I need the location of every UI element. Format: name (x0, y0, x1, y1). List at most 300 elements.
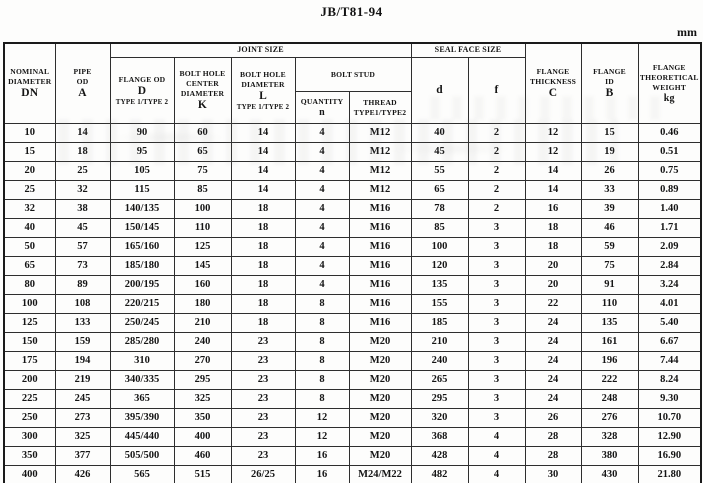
table-cell: 8 (295, 333, 349, 352)
header-text: FLANGE OD (118, 74, 166, 84)
table-cell: 3 (468, 333, 525, 352)
table-cell: 185 (411, 314, 468, 333)
table-cell: 38 (55, 200, 110, 219)
col-header-bolt-hole-center (174, 58, 231, 124)
table-cell: 18 (231, 257, 295, 276)
header-text: DIAMETER (241, 79, 285, 89)
table-cell: 2.09 (638, 238, 701, 257)
table-cell: M20 (349, 371, 411, 390)
table-cell: 135 (411, 276, 468, 295)
header-text: BOLT HOLE (179, 69, 226, 79)
table-cell: 12 (295, 409, 349, 428)
table-cell: 0.75 (638, 162, 701, 181)
table-cell: 15 (581, 124, 638, 143)
flange-dimensions-table (3, 42, 702, 483)
header-text: DIAMETER (180, 88, 225, 98)
table-cell: M20 (349, 390, 411, 409)
table-cell: 115 (110, 181, 174, 200)
table-cell: 460 (174, 447, 231, 466)
table-cell: 14 (55, 124, 110, 143)
header-symbol: K (197, 98, 208, 111)
page-title: JB/T81-94 (320, 4, 383, 19)
table-cell: 23 (231, 371, 295, 390)
table-cell: 26/25 (231, 466, 295, 483)
col-header-flange-od (110, 58, 174, 124)
table-cell: 4 (295, 219, 349, 238)
table-row (4, 257, 701, 276)
table-cell: 240 (411, 352, 468, 371)
table-cell: 105 (110, 162, 174, 181)
table-cell: 46 (581, 219, 638, 238)
table-cell: 110 (581, 295, 638, 314)
table-cell: M16 (349, 295, 411, 314)
table-cell: 16 (525, 200, 581, 219)
table-cell: 295 (411, 390, 468, 409)
header-symbol: f (494, 83, 499, 96)
table-cell: 3 (468, 276, 525, 295)
table-cell: 12 (295, 428, 349, 447)
table-cell: 4 (468, 428, 525, 447)
table-cell: 91 (581, 276, 638, 295)
table-cell: 108 (55, 295, 110, 314)
table-row (4, 409, 701, 428)
table-cell: M20 (349, 333, 411, 352)
header-text: QUANTITY (300, 96, 344, 106)
table-cell: 4 (295, 181, 349, 200)
group-header-bolt-stud: BOLT STUD (295, 58, 411, 92)
table-cell: 155 (411, 295, 468, 314)
header-symbol: L (259, 89, 267, 102)
table-row (4, 295, 701, 314)
table-row (4, 276, 701, 295)
table-cell: 100 (411, 238, 468, 257)
table-cell: 430 (581, 466, 638, 483)
table-cell: 12 (525, 143, 581, 162)
table-cell: 18 (231, 276, 295, 295)
table-row (4, 352, 701, 371)
header-symbol: D (137, 84, 147, 97)
table-cell: 200/195 (110, 276, 174, 295)
table-cell: 24 (525, 333, 581, 352)
table-cell: 40 (4, 219, 55, 238)
header-text: FLANGE (652, 62, 686, 72)
table-cell: 18 (525, 219, 581, 238)
header-text: PIPE (73, 67, 92, 77)
table-cell: 240 (174, 333, 231, 352)
header-text: DIAMETER (8, 76, 52, 86)
header-text: NOMINAL (10, 67, 50, 77)
table-cell: 1.40 (638, 200, 701, 219)
table-cell: 505/500 (110, 447, 174, 466)
table-cell: 1.71 (638, 219, 701, 238)
table-cell: 210 (411, 333, 468, 352)
table-cell: 248 (581, 390, 638, 409)
table-cell: 24 (525, 390, 581, 409)
table-cell: 20 (525, 276, 581, 295)
table-cell: 515 (174, 466, 231, 483)
table-cell: 325 (55, 428, 110, 447)
table-cell: 285/280 (110, 333, 174, 352)
table-cell: 3 (468, 314, 525, 333)
table-cell: 14 (525, 162, 581, 181)
table-cell: 3 (468, 409, 525, 428)
table-cell: 125 (174, 238, 231, 257)
header-symbol: A (78, 86, 87, 99)
table-cell: 4 (295, 200, 349, 219)
table-cell: 0.89 (638, 181, 701, 200)
table-cell: M16 (349, 238, 411, 257)
table-cell: 24 (525, 352, 581, 371)
table-cell: 222 (581, 371, 638, 390)
table-cell: 20 (525, 257, 581, 276)
table-cell: 14 (231, 162, 295, 181)
table-cell: 295 (174, 371, 231, 390)
table-cell: 482 (411, 466, 468, 483)
header-text: THREAD (363, 97, 397, 107)
table-cell: 320 (411, 409, 468, 428)
table-cell: 85 (411, 219, 468, 238)
table-cell: 150/145 (110, 219, 174, 238)
col-header-thread (349, 92, 411, 124)
table-cell: 60 (174, 124, 231, 143)
table-cell: 350 (174, 409, 231, 428)
table-cell: 135 (581, 314, 638, 333)
table-cell: 400 (174, 428, 231, 447)
table-cell: 340/335 (110, 371, 174, 390)
table-cell: 57 (55, 238, 110, 257)
table-cell: 18 (231, 200, 295, 219)
header-symbol: C (548, 86, 558, 99)
table-cell: 276 (581, 409, 638, 428)
table-cell: 23 (231, 428, 295, 447)
table-cell: 380 (581, 447, 638, 466)
table-cell: 32 (55, 181, 110, 200)
table-cell: 14 (231, 124, 295, 143)
table-cell: 250/245 (110, 314, 174, 333)
col-header-quantity (295, 92, 349, 124)
table-cell: 65 (4, 257, 55, 276)
table-cell: 30 (525, 466, 581, 483)
table-cell: 185/180 (110, 257, 174, 276)
table-cell: 20 (4, 162, 55, 181)
table-cell: 18 (231, 219, 295, 238)
table-cell: 445/440 (110, 428, 174, 447)
table-cell: 2.84 (638, 257, 701, 276)
col-header-pipe-od (55, 43, 110, 124)
table-cell: 125 (4, 314, 55, 333)
table-row (4, 143, 701, 162)
table-cell: 8 (295, 371, 349, 390)
table-cell: 50 (4, 238, 55, 257)
table-cell: M12 (349, 162, 411, 181)
table-cell: 250 (4, 409, 55, 428)
table-cell: M12 (349, 124, 411, 143)
table-cell: 4 (295, 276, 349, 295)
table-cell: 368 (411, 428, 468, 447)
table-cell: 3 (468, 257, 525, 276)
table-cell: M16 (349, 219, 411, 238)
table-cell: 175 (4, 352, 55, 371)
table-cell: 18 (525, 238, 581, 257)
table-cell: 4 (468, 447, 525, 466)
table-cell: 8 (295, 352, 349, 371)
table-cell: 24 (525, 371, 581, 390)
table-cell: M16 (349, 257, 411, 276)
table-cell: 14 (525, 181, 581, 200)
table-cell: 225 (4, 390, 55, 409)
table-cell: 8 (295, 314, 349, 333)
table-cell: 25 (4, 181, 55, 200)
table-cell: 3 (468, 371, 525, 390)
table-cell: 110 (174, 219, 231, 238)
table-cell: 219 (55, 371, 110, 390)
header-symbol: DN (21, 86, 39, 99)
col-header-bolt-hole-diameter (231, 58, 295, 124)
header-text: TYPE1/TYPE2 (353, 107, 407, 117)
table-row (4, 162, 701, 181)
table-cell: 24 (525, 314, 581, 333)
table-cell: 14 (231, 143, 295, 162)
table-cell: M20 (349, 352, 411, 371)
table-cell: 23 (231, 447, 295, 466)
table-cell: 377 (55, 447, 110, 466)
table-cell: M24/M22 (349, 466, 411, 483)
table-cell: 2 (468, 143, 525, 162)
table-cell: 55 (411, 162, 468, 181)
table-cell: 350 (4, 447, 55, 466)
table-cell: 100 (4, 295, 55, 314)
table-cell: 4 (295, 124, 349, 143)
table-cell: 26 (581, 162, 638, 181)
table-cell: 14 (231, 181, 295, 200)
col-header-seal-f (468, 58, 525, 124)
table-row (4, 390, 701, 409)
table-cell: 4 (295, 257, 349, 276)
table-row (4, 124, 701, 143)
table-cell: 32 (4, 200, 55, 219)
table-cell: 0.46 (638, 124, 701, 143)
table-cell: 200 (4, 371, 55, 390)
table-cell: 75 (174, 162, 231, 181)
table-cell: 59 (581, 238, 638, 257)
table-cell: 300 (4, 428, 55, 447)
table-row (4, 181, 701, 200)
col-header-seal-d (411, 58, 468, 124)
table-cell: 85 (174, 181, 231, 200)
table-cell: 18 (231, 314, 295, 333)
table-row (4, 466, 701, 483)
unit-label: mm (677, 25, 697, 39)
header-type-note: TYPE 1/TYPE 2 (236, 102, 290, 111)
table-cell: M16 (349, 200, 411, 219)
col-header-flange-thickness (525, 43, 581, 124)
header-symbol: n (319, 106, 325, 118)
table-row (4, 200, 701, 219)
table-cell: 23 (231, 409, 295, 428)
table-cell: 4.01 (638, 295, 701, 314)
table-cell: 165/160 (110, 238, 174, 257)
table-cell: 23 (231, 390, 295, 409)
table-cell: 80 (4, 276, 55, 295)
table-cell: 26 (525, 409, 581, 428)
table-cell: 196 (581, 352, 638, 371)
table-cell: 0.51 (638, 143, 701, 162)
table-cell: 365 (110, 390, 174, 409)
table-row (4, 447, 701, 466)
table-cell: M12 (349, 143, 411, 162)
table-cell: 28 (525, 428, 581, 447)
table-cell: 90 (110, 124, 174, 143)
table-cell: 2 (468, 200, 525, 219)
table-cell: 18 (55, 143, 110, 162)
col-header-theoretical-weight (638, 43, 701, 124)
table-cell: 210 (174, 314, 231, 333)
table-cell: 4 (295, 238, 349, 257)
table-cell: 8.24 (638, 371, 701, 390)
table-cell: 73 (55, 257, 110, 276)
table-cell: 325 (174, 390, 231, 409)
table-row (4, 238, 701, 257)
table-cell: 18 (231, 295, 295, 314)
table-cell: M12 (349, 181, 411, 200)
table-cell: 16 (295, 447, 349, 466)
table-cell: 395/390 (110, 409, 174, 428)
table-cell: M20 (349, 428, 411, 447)
table-cell: 12 (525, 124, 581, 143)
table-cell: 65 (411, 181, 468, 200)
table-cell: 270 (174, 352, 231, 371)
col-header-nominal-diameter (4, 43, 55, 124)
table-cell: 28 (525, 447, 581, 466)
header-symbol: kg (663, 92, 675, 104)
table-cell: 150 (4, 333, 55, 352)
header-text: WEIGHT (652, 82, 687, 92)
table-cell: 40 (411, 124, 468, 143)
table-row (4, 371, 701, 390)
table-cell: 89 (55, 276, 110, 295)
table-cell: 3 (468, 219, 525, 238)
table-cell: 2 (468, 181, 525, 200)
table-cell: 16.90 (638, 447, 701, 466)
header-type-note: TYPE 1/TYPE 2 (115, 97, 169, 106)
table-cell: 12.90 (638, 428, 701, 447)
header-text: THEORETICAL (639, 72, 699, 82)
header-text: OD (76, 76, 89, 86)
table-cell: 161 (581, 333, 638, 352)
table-cell: 16 (295, 466, 349, 483)
table-cell: 4 (468, 466, 525, 483)
table-cell: 245 (55, 390, 110, 409)
table-cell: 15 (4, 143, 55, 162)
table-cell: 8 (295, 390, 349, 409)
table-row (4, 333, 701, 352)
table-cell: 7.44 (638, 352, 701, 371)
col-header-flange-id (581, 43, 638, 124)
table-cell: 33 (581, 181, 638, 200)
table-cell: M16 (349, 276, 411, 295)
table-cell: 22 (525, 295, 581, 314)
table-cell: 19 (581, 143, 638, 162)
table-cell: 75 (581, 257, 638, 276)
group-header-joint-size: JOINT SIZE (110, 43, 411, 58)
table-cell: 45 (411, 143, 468, 162)
table-cell: 194 (55, 352, 110, 371)
table-cell: 5.40 (638, 314, 701, 333)
table-cell: 2 (468, 124, 525, 143)
header-text: CENTER (186, 78, 219, 88)
table-header (4, 43, 701, 124)
header-text: FLANGE (536, 67, 570, 77)
table-cell: 2 (468, 162, 525, 181)
header-text: THICKNESS (529, 76, 577, 86)
table-row (4, 219, 701, 238)
table-cell: 3.24 (638, 276, 701, 295)
table-cell: 25 (55, 162, 110, 181)
table-cell: 140/135 (110, 200, 174, 219)
table-cell: 45 (55, 219, 110, 238)
header-text: ID (605, 76, 614, 86)
table-cell: 21.80 (638, 466, 701, 483)
table-cell: 23 (231, 352, 295, 371)
table-cell: 10 (4, 124, 55, 143)
table-cell: 65 (174, 143, 231, 162)
table-cell: 133 (55, 314, 110, 333)
table-cell: 95 (110, 143, 174, 162)
header-symbol: d (436, 83, 443, 96)
table-cell: 3 (468, 352, 525, 371)
table-cell: 3 (468, 295, 525, 314)
table-cell: 265 (411, 371, 468, 390)
table-cell: 159 (55, 333, 110, 352)
table-cell: 4 (295, 162, 349, 181)
table-cell: 273 (55, 409, 110, 428)
table-body (4, 124, 701, 483)
header-symbol: B (605, 86, 614, 99)
table-cell: 100 (174, 200, 231, 219)
table-row (4, 428, 701, 447)
group-header-seal-face-size: SEAL FACE SIZE (411, 43, 525, 58)
table-cell: 39 (581, 200, 638, 219)
table-cell: 426 (55, 466, 110, 483)
table-cell: 145 (174, 257, 231, 276)
table-cell: 565 (110, 466, 174, 483)
table-cell: 6.67 (638, 333, 701, 352)
table-cell: 8 (295, 295, 349, 314)
table-cell: 3 (468, 238, 525, 257)
table-cell: 120 (411, 257, 468, 276)
table-cell: 3 (468, 390, 525, 409)
table-cell: 23 (231, 333, 295, 352)
table-cell: 160 (174, 276, 231, 295)
table-cell: 78 (411, 200, 468, 219)
table-cell: 428 (411, 447, 468, 466)
table-cell: 10.70 (638, 409, 701, 428)
table-cell: M20 (349, 447, 411, 466)
table-cell: 220/215 (110, 295, 174, 314)
header-text: BOLT HOLE (240, 69, 286, 79)
table-cell: 18 (231, 238, 295, 257)
header-text: FLANGE (593, 67, 626, 77)
table-cell: M20 (349, 409, 411, 428)
table-cell: 310 (110, 352, 174, 371)
table-cell: 328 (581, 428, 638, 447)
table-cell: 9.30 (638, 390, 701, 409)
table-cell: 4 (295, 143, 349, 162)
table-row (4, 314, 701, 333)
table-cell: 180 (174, 295, 231, 314)
table-cell: M16 (349, 314, 411, 333)
table-cell: 400 (4, 466, 55, 483)
